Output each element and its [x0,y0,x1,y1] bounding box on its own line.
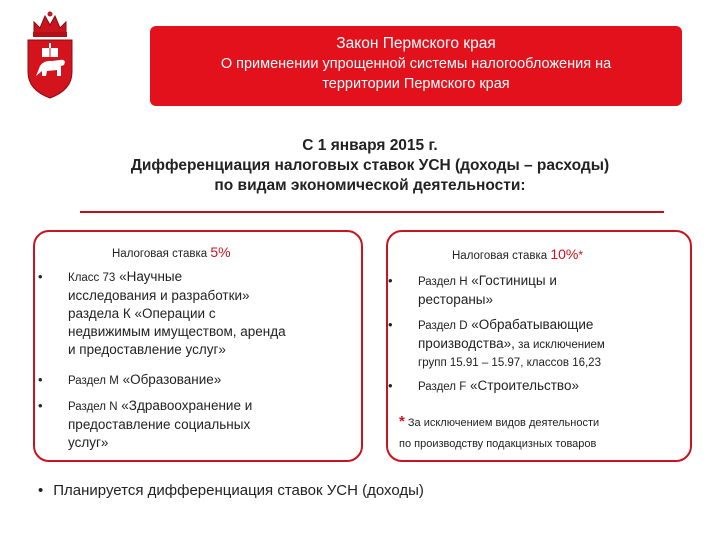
left-item-2-text: «Образование» [122,372,222,387]
rate-5-label-text: Налоговая ставка [112,248,208,260]
right-list-item-section-d [388,316,683,372]
planned-change-note [38,482,424,499]
perm-krai-coat-of-arms-icon [20,10,80,100]
rate-10-label-text: Налоговая ставка [452,250,548,262]
right-item-2-line1: «Обрабатывающие [471,317,594,332]
rate-5-value: 5% [210,244,231,260]
right-item-1-line1: «Гостиницы и [471,273,557,288]
left-item-3-line2: предоставление социальных [68,417,251,432]
law-header-banner [150,26,682,106]
left-list-item-section-m [38,371,353,390]
left-item-3-line3: услуг» [68,435,109,450]
left-item-3-line1: «Здравоохранение и [121,398,253,413]
law-subtitle-line-2: территории Пермского края [322,76,510,92]
rate-5-label [112,244,231,260]
bullet-dot: • [38,482,44,499]
left-item-1-line3: раздела К «Операции с [68,306,216,321]
footnote-line-2: по производству подакцизных товаров [399,438,597,450]
section-heading [60,136,680,196]
right-item-2-line2-small: за исключением [514,339,605,351]
left-list-item-class-73 [38,268,353,359]
rate-10-value: 10% [550,246,579,262]
rate-10-label [452,246,583,262]
left-item-3-lead: Раздел N [68,401,118,413]
excise-footnote [399,411,684,455]
section-heading-line-3: по видам экономической деятельности: [214,177,526,194]
footnote-asterisk: * [399,413,405,430]
right-item-2-line3: групп 15.91 – 15.97, классов 16,23 [418,357,601,369]
right-item-3-lead: Раздел F [418,381,467,393]
right-item-1-lead: Раздел H [418,276,468,288]
footnote-line-1: За исключением видов деятельности [407,417,600,429]
bullet-dot: • [38,398,43,413]
bullet-dot: • [388,317,393,332]
bullet-dot: • [38,269,43,284]
right-item-2-lead: Раздел D [418,320,468,332]
bullet-dot: • [388,273,393,288]
section-heading-line-2: Дифференциация налоговых ставок УСН (доходы – расходы) [130,157,610,174]
rate-10-asterisk: * [578,248,584,262]
left-list-item-section-n [38,397,353,452]
left-item-1-line1: «Научные [119,269,183,284]
right-list-item-section-h [388,272,683,309]
left-item-1-line5: и предоставление услуг» [68,342,226,357]
law-subtitle-line-1: О применении упрощенной системы налогообложения на [220,56,612,72]
bullet-dot: • [388,378,393,393]
right-item-2-line2: производства», [418,336,515,351]
heading-divider [80,211,664,213]
left-item-1-line2: исследования и разработки» [68,288,250,303]
right-item-1-line2: рестораны» [418,292,493,307]
left-item-1-lead: Класс 73 [68,272,116,284]
law-title: Закон Пермского края [336,35,496,52]
right-list-item-section-f [388,377,683,396]
planned-change-text: Планируется дифференциация ставок УСН (доходы) [53,482,424,499]
bullet-dot: • [38,372,43,387]
left-item-1-line4: недвижимым имуществом, аренда [68,324,286,339]
section-heading-line-1: С 1 января 2015 г. [302,137,438,154]
right-item-3-text: «Строительство» [470,378,579,393]
left-item-2-lead: Раздел М [68,375,119,387]
